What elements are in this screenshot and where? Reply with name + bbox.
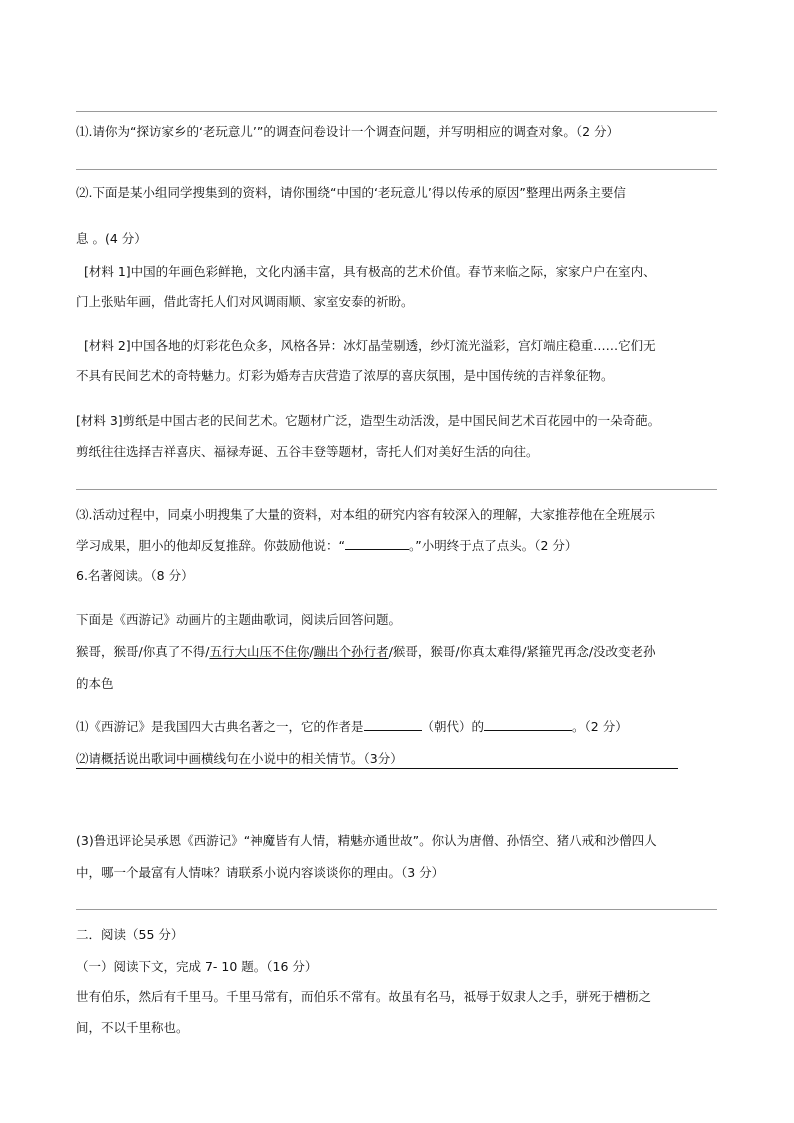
section2-heading: 二．阅读（55 分） — [76, 927, 184, 942]
lyrics-line1 — [76, 644, 656, 660]
lyrics-underlined-1: 五行大山压不住你 — [209, 644, 310, 659]
divider-3 — [76, 489, 717, 490]
section2-part1: （一）阅读下文，完成 7- 10 题。（16 分） — [76, 959, 318, 974]
lyrics-line2: 的本色 — [76, 676, 114, 691]
lyrics-separator: / — [309, 644, 314, 659]
q6-sub2-answer-line[interactable] — [76, 768, 678, 769]
q6-sub1-text-c: 。（2 分） — [572, 719, 628, 734]
material1-line1: [材料 1]中国的年画色彩鲜艳，文化内涵丰富，具有极高的艺术价值。春节来临之际，家家户户在室内、 — [84, 264, 656, 279]
q6-sub2: ⑵请概括说出歌词中画横线句在小说中的相关情节。（3分） — [76, 751, 403, 766]
material3-line1: [材料 3]剪纸是中国古老的民间艺术。它题材广泛，造型生动活泼，是中国民间艺术百花园中的一朵奇葩。 — [76, 413, 661, 428]
author-dynasty-blank[interactable] — [364, 719, 422, 731]
divider-4 — [76, 909, 717, 910]
lyrics-text-a: 猴哥，猴哥/你真了不得/ — [76, 644, 210, 659]
q6-sub3-line1: (3)鲁迅评论吴承恩《西游记》“神魔皆有人情，精魅亦通世故”。你认为唐僧、孙悟空、猪八戒和沙僧四人 — [76, 833, 657, 848]
divider-1 — [76, 111, 717, 112]
encourage-answer-blank[interactable] — [345, 538, 409, 550]
q5-sub3-text-b: 。”小明终于点了点头。（2 分） — [408, 538, 578, 553]
lyrics-underlined-2: 蹦出个孙行者 — [313, 644, 389, 659]
q5-sub2-line1: ⑵.下面是某小组同学搜集到的资料，请你围绕“中国的‘老玩意儿’得以传承的原因”整理出两条主要信 — [76, 185, 626, 200]
q6-sub1-text-a: ⑴《西游记》是我国四大古典名著之一，它的作者是 — [76, 719, 364, 734]
passage-line2: 间，不以千里称也。 — [76, 1020, 189, 1035]
material3-line2: 剪纸往往选择吉祥喜庆、福禄寿诞、五谷丰登等题材，寄托人们对美好生活的向往。 — [76, 444, 539, 459]
q5-sub3-line1: ⑶.活动过程中，同桌小明搜集了大量的资料，对本组的研究内容有较深入的理解，大家推荐他在全班展示 — [76, 507, 655, 522]
q6-sub3-line2: 中，哪一个最富有人情味？请联系小说内容谈谈你的理由。（3 分） — [76, 865, 445, 880]
author-name-blank[interactable] — [484, 719, 572, 731]
q5-sub3-line2 — [76, 538, 577, 554]
material2-line2: 不具有民间艺术的奇特魅力。灯彩为婚寿吉庆营造了浓厚的喜庆氛围，是中国传统的吉祥象征物。 — [76, 368, 614, 383]
q6-intro: 下面是《西游记》动画片的主题曲歌词，阅读后回答问题。 — [76, 612, 402, 627]
lyrics-text-b: /猴哥，猴哥/你真太难得/紧箍咒再念/没改变老孙 — [388, 644, 656, 659]
q6-sub1 — [76, 719, 628, 735]
q5-sub2-line2: 息 。(4 分） — [76, 231, 147, 246]
q6-sub1-text-b: （朝代）的 — [421, 719, 485, 734]
material1-line2: 门上张贴年画，借此寄托人们对风调雨顺、家室安泰的祈盼。 — [76, 294, 414, 309]
passage-line1: 世有伯乐，然后有千里马。千里马常有，而伯乐不常有。故虽有名马，祗辱于奴隶人之手，骈死于槽枥之 — [76, 989, 652, 1004]
material2-line1: [材料 2]中国各地的灯彩花色众多，风格各异：冰灯晶莹剔透，纱灯流光溢彩，宫灯端庄稳重……它们无 — [84, 338, 656, 353]
q6-title: 6.名著阅读。（8 分） — [76, 568, 194, 583]
q5-sub3-text-a: 学习成果，胆小的他却反复推辞。你鼓励他说：“ — [76, 538, 345, 553]
divider-2 — [76, 169, 717, 170]
q5-sub1: ⑴.请你为“探访家乡的‘老玩意儿’”的调查问卷设计一个调查问题，并写明相应的调查对象。（2 分） — [76, 124, 620, 139]
